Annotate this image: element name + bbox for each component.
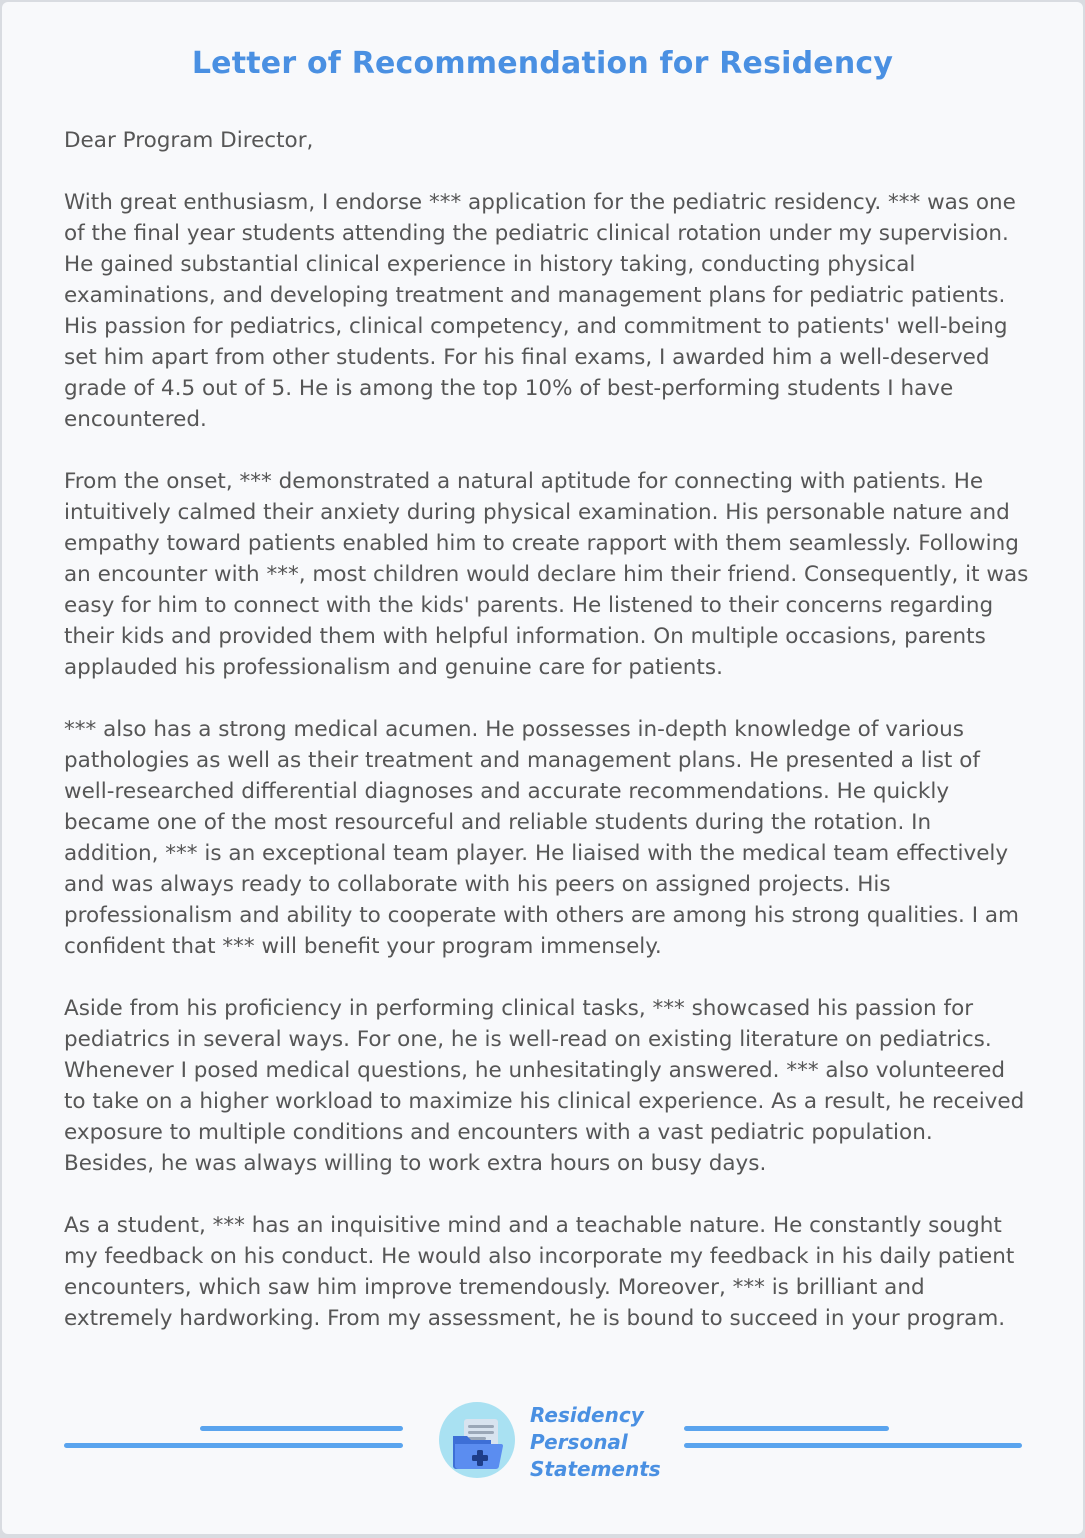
paragraph-4: Aside from his proficiency in performing clinical tasks, *** showcased his passion for pediatrics in several ways. For one, he is well-read on existing literature on pediatrics. Whenever I posed medical questions, he unhesitatingly answered. *** also volunteered to take on a higher workload to maximize his clinical experience. As a result, he received exposure to multiple conditions and encounters with a vast pediatric population. Besides, he was always willing to work extra hours on busy days. [64,996,1025,1176]
paragraph-2: From the onset, *** demonstrated a natural aptitude for connecting with patients. He intuitively calmed their anxiety during physical examination. His personable nature and empathy toward patients enabled him to create rapport with them seamlessly. Following an encounter with ***, most children would declare him their friend. Consequently, it was easy for him to connect with the kids' parents. He listened to their concerns regarding their kids and provided them with helpful information. On multiple occasions, parents applauded his professionalism and genuine care for patients. [64,469,1029,680]
footer [2,1392,1083,1492]
folder-medical-icon [439,1402,515,1478]
logo-line-1: Residency [530,1403,644,1427]
paragraph-1: With great enthusiasm, I endorse *** application for the pediatric residency. *** was one of the final year students attending the pediatric clinical rotation under my supervision. He gained substantial clinical experience in history taking, conducting physical examinations, and developing treatment and management plans for pediatric patients. His passion for pediatrics, clinical competency, and commitment to patients' well-being set him apart from other students. For his final exams, I awarded him a well-deserved grade of 4.5 out of 5. He is among the top 10% of best-performing students I have encountered. [64,190,1016,432]
page-title: Letter of Recommendation for Residency [191,46,894,81]
salutation: Dear Program Director, [64,128,314,153]
logo-line-2: Personal [530,1430,628,1454]
paragraph-3: *** also has a strong medical acumen. He possesses in-depth knowledge of various pathologies as well as their treatment and management plans. He presented a list of well-researched differential diagnoses and accurate recommendations. He quickly became one of the most resourceful and reliable students during the rotation. In addition, *** is an exceptional team player. He liaised with the medical team effectively and was always ready to collaborate with his peers on assigned projects. His professionalism and ability to cooperate with others are among his strong qualities. I am confident that *** will benefit your program immensely. [64,717,1019,959]
letter-body [64,125,1029,1365]
logo-wordmark [530,1402,661,1483]
footer-line-right-short [684,1426,889,1431]
logo [439,1402,515,1478]
footer-line-left-long [64,1443,403,1448]
letter-page [2,2,1083,1534]
footer-line-right-long [684,1443,1022,1448]
logo-line-3: Statements [530,1457,661,1481]
footer-line-left-short [200,1426,403,1431]
paragraph-5: As a student, *** has an inquisitive mind and a teachable nature. He constantly sought my feedback on his conduct. He would also incorporate my feedback in his daily patient encounters, which saw him improve tremendously. Moreover, *** is brilliant and extremely hardworking. From my assessment, he is bound to succeed in your program. [64,1213,1015,1331]
